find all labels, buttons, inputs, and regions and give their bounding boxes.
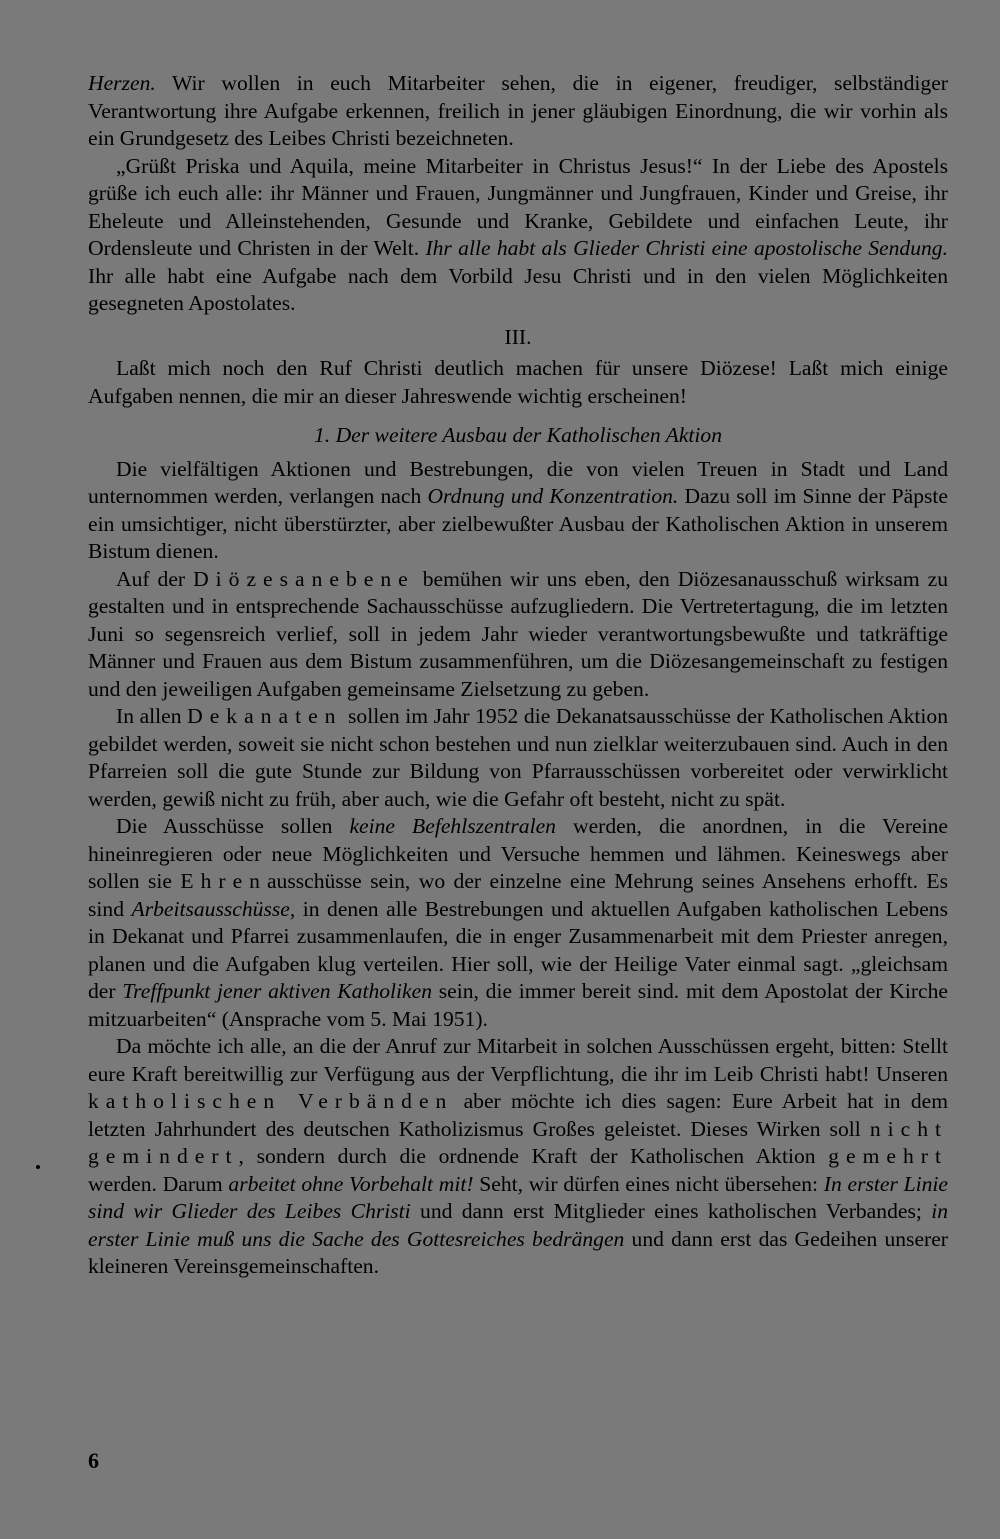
- text: aber möchte ich dies sagen: Eure Arbeit hat in dem letzten Jahrhundert des deutschen Katholizismus Großes geleistet. Dieses Wirken soll: [88, 1089, 949, 1141]
- emphasis: arbeitet ohne Vorbehalt mit!: [228, 1171, 474, 1196]
- spaced-emphasis: Dekanaten: [187, 704, 343, 728]
- text: Auf der: [116, 566, 194, 591]
- paragraph-3: Laßt mich noch den Ruf Christi deutlich machen für unsere Diözese! Laßt mich einige Aufgaben nennen, die mir an dieser Jahreswende wichtig erscheinen!: [88, 356, 948, 408]
- text: werden, die anordnen, in die Vereine hineinregieren oder neue Möglichkeiten und Versuche hemmen und lähmen. Keineswegs aber sollen sie: [88, 814, 948, 893]
- text: Seht, wir dürfen eines nicht übersehen:: [473, 1171, 824, 1196]
- text: In allen: [116, 704, 188, 728]
- spaced-emphasis: nicht gemindert: [88, 1116, 948, 1168]
- text: sollen im Jahr 1952 die Dekanatsausschüsse der Katholischen Aktion gebildet werden, soweit sie nicht schon bestehen und nun zielklar weiterzubauen sind. Auch in den Pfarreien soll die gute Stunde zur Bildung von Pfarrausschüssen vorbereitet oder verwirklicht werden, gewiß nicht zu früh, aber auch, wie die Gefahr oft besteht, nicht zu spät.: [88, 704, 948, 811]
- emphasis: Ihr alle habt als Glieder Christi eine apostolische Sendung.: [425, 236, 949, 260]
- paragraph-4: [88, 456, 948, 566]
- text: Wir wollen in euch Mitarbeiter sehen, die in eigener, freudiger, selbständiger Verantwortung ihre Aufgabe erkennen, freilich in jener gläubigen Einordnung, die wir vorhin als ein Grundgesetz des Leibes Christi bezeichneten.: [88, 71, 948, 150]
- spaced-emphasis: Diözesanebene: [193, 566, 415, 591]
- stray-dot: [36, 1165, 40, 1169]
- text: sein, die immer bereit sind. mit dem Apostolat der Kirche mitzuarbeiten“ (Ansprache vom 5. Mai 1951).: [88, 979, 948, 1031]
- emphasis: keine Befehlszentralen: [349, 814, 556, 838]
- spaced-emphasis: katholischen Verbänden: [88, 1089, 454, 1113]
- paragraph-2: [88, 153, 948, 318]
- emphasis: In erster Linie sind wir Glieder des Leibes Christi: [88, 1171, 948, 1223]
- emphasis: Treffpunkt jener aktiven Katholiken: [122, 979, 433, 1003]
- spaced-emphasis: gemehrt: [828, 1144, 948, 1168]
- page-number: 6: [88, 1448, 99, 1473]
- text: Da möchte ich alle, an die der Anruf zur Mitarbeit in solchen Ausschüssen ergeht, bitten: Stellt eure Kraft bereitwillig zur Verfügung aus der Verpflichtung, die ihr im Leib Christi habt! Unseren: [88, 1034, 948, 1086]
- emphasis: Arbeitsausschüsse,: [131, 896, 296, 921]
- section-numeral: III.: [504, 324, 532, 349]
- text: Dazu soll im Sinne der Päpste ein umsichtiger, nicht überstürzter, aber zielbewußter Ausbau der Katholischen Aktion in unserem Bistum dienen.: [88, 484, 948, 563]
- subheading-text: 1. Der weitere Ausbau der Katholischen Aktion: [313, 423, 723, 447]
- text: , sondern durch die ordnende Kraft der Katholischen Aktion: [238, 1144, 829, 1168]
- text: Die vielfältigen Aktionen und Bestrebungen, die von vielen Treuen in Stadt und Land unternommen werden, verlangen nach: [88, 456, 948, 508]
- text: und dann erst Mitglieder eines katholischen Verbandes;: [410, 1199, 932, 1223]
- emphasis: Herzen.: [88, 71, 156, 95]
- text: „Grüßt Priska und Aquila, meine Mitarbeiter in Christus Jesus!“ In der Liebe des Apostels grüße ich euch alle: ihr Männer und Frauen, Jungmänner und Jungfrauen, Kinder und Greise, ihr Eheleute und Alleinstehenden, Gesunde und Kranke, Gebildete und einfachen Leute, ihr Ordensleute und Christen in der Welt.: [88, 153, 948, 260]
- emphasis: in erster Linie muß uns die Sache des Gottesreiches bedrängen: [88, 1199, 948, 1251]
- text: Ihr alle habt eine Aufgabe nach dem Vorbild Jesu Christi und in den vielen Möglichkeiten gesegneten Apostolates.: [88, 263, 948, 315]
- text: in denen alle Bestrebungen und aktuellen Aufgaben katholischen Lebens in Dekanat und Pfarrei zusammenlaufen, die in enger Zusammenarbeit mit dem Priester anregen, planen und die Aufgaben klug verteilen. Hier soll, wie der Heilige Vater einmal sagt. „gleichsam der: [88, 896, 948, 1003]
- text: Die Ausschüsse sollen: [116, 814, 350, 838]
- paragraph-5: [88, 566, 948, 704]
- text: und dann erst das Gedeihen unserer kleineren Vereinsgemeinschaften.: [88, 1226, 948, 1278]
- paragraph-8: [88, 1033, 948, 1281]
- text: werden. Darum: [88, 1171, 229, 1196]
- paragraph-7: [88, 813, 948, 1033]
- text: bemühen wir uns eben, den Diözesanausschuß wirksam zu gestalten und in entsprechende Sachausschüsse aufzugliedern. Die Vertretertagung, die im letzten Juni so segensreich verlief, soll in jedem Jahr wieder verantwortungsbewußte und tatkräftige Männer und Frauen aus dem Bistum zusammenführen, um die Diözesangemeinschaft zu festigen und den jeweiligen Aufgaben gemeinsame Zielsetzung zu geben.: [88, 566, 948, 701]
- text: ausschüsse sein, wo der einzelne eine Mehrung seines Ansehens erhofft. Es sind: [88, 869, 948, 921]
- emphasis: Ordnung und Konzentration.: [427, 484, 679, 508]
- spaced-emphasis: Ehren: [180, 869, 267, 893]
- paragraph-1: [88, 70, 948, 153]
- subheading: [88, 422, 948, 450]
- page-body: [88, 70, 948, 1281]
- paragraph-6: [88, 703, 948, 813]
